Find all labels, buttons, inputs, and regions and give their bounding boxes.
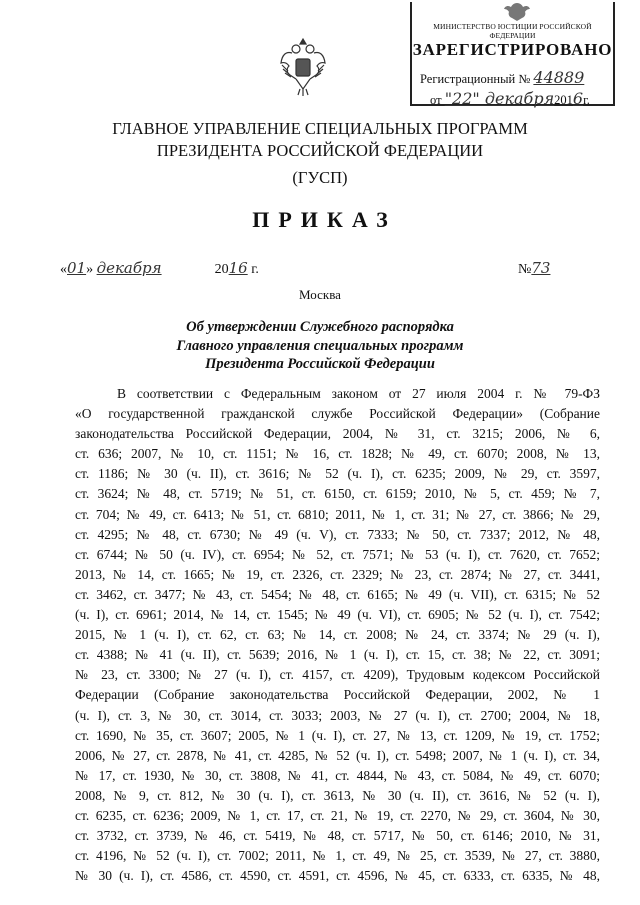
body-line: № 30 (ч. I), ст. 4586, ст. 4590, ст. 4591, ст. 4596, № 45, ст. 6333, ст. 6335, № 48, xyxy=(75,868,600,884)
stamp-date-year-hand: 6 xyxy=(572,89,584,108)
document-title-line1: Об утверждении Служебного распорядка xyxy=(186,319,454,335)
organization-name-line1: ГЛАВНОЕ УПРАВЛЕНИЕ СПЕЦИАЛЬНЫХ ПРОГРАММ xyxy=(112,119,528,138)
body-line: ст. 6235, ст. 6236; 2009, № 1, ст. 17, ст. 21, № 19, ст. 2270, № 29, ст. 3604, № 30, xyxy=(75,807,600,823)
order-month: декабря xyxy=(96,259,162,277)
order-number-value: 73 xyxy=(531,259,551,277)
stamp-date-year: 201 xyxy=(554,93,573,107)
registration-stamp xyxy=(410,2,615,106)
order-number-label: № xyxy=(518,262,532,277)
stamp-ministry-name: МИНИСТЕРСТВО ЮСТИЦИИ РОССИЙСКОЙ ФЕДЕРАЦИИ xyxy=(433,22,592,40)
body-line: законодательства Российской Федерации, 2004, № 31, ст. 3215; 2006, № 6, xyxy=(75,426,600,442)
order-year-suffix: г. xyxy=(251,262,259,277)
order-date xyxy=(60,259,259,278)
eagle-emblem-icon xyxy=(502,0,532,22)
order-date-mid: » xyxy=(86,262,94,277)
body-line: 2015, № 1 (ч. I), ст. 62, ст. 63; № 14, ст. 2008; № 24, ст. 3374; № 29 (ч. I), xyxy=(75,627,600,643)
document-type-heading: ПРИКАЗ xyxy=(252,207,397,232)
body-line: ст. 3624; № 48, ст. 5719; № 51, ст. 6150, ст. 6159; 2010, № 5, ст. 459; № 7, xyxy=(75,486,600,502)
body-line: В соответствии с Федеральным законом от 27 июля 2004 г. № 79-ФЗ xyxy=(117,386,600,401)
body-line: 2013, № 14, ст. 1665; № 19, ст. 2326, ст. 2329; № 23, ст. 2874; № 27, ст. 3441, xyxy=(75,566,600,582)
stamp-date-suffix: г. xyxy=(583,93,590,107)
document-title-line2: Главного управления специальных программ xyxy=(176,337,464,354)
order-year-prefix: 20 xyxy=(214,262,229,277)
stamp-reg-number: 44889 xyxy=(533,68,585,87)
city: Москва xyxy=(299,287,341,302)
organization-abbreviation: (ГУСП) xyxy=(292,168,348,187)
stamp-date-prefix: от xyxy=(430,93,442,107)
body-line: (ч. I), ст. 3, № 30, ст. 3014, ст. 3033; 2003, № 27 (ч. I), ст. 2700; 2004, № 18, xyxy=(75,707,600,723)
stamp-date-value: "22" декабря xyxy=(444,89,555,108)
body-line: ст. 636; 2007, № 10, ст. 1151; № 16, ст. 1828; № 49, ст. 6070; 2008, № 13, xyxy=(75,446,600,462)
body-line: № 17, ст. 1930, № 30, ст. 3808, № 41, ст. 4844, № 43, ст. 5084, № 49, ст. 6070; xyxy=(75,767,600,783)
order-number xyxy=(518,259,573,278)
body-line: «О государственной гражданской службе Российской Федерации» (Собрание xyxy=(75,406,600,422)
order-year: 16 xyxy=(228,259,248,277)
document-title-line3: Президента Российской Федерации xyxy=(205,356,435,372)
stamp-registered-label: ЗАРЕГИСТРИРОВАНО xyxy=(412,40,613,59)
coat-of-arms-icon xyxy=(278,35,328,99)
body-line: ст. 4196, № 52 (ч. I), ст. 7002; 2011, № 1, ст. 49, № 25, ст. 3539, № 27, ст. 3880, xyxy=(75,848,600,864)
stamp-registration-number-line xyxy=(420,68,584,87)
body-line: (ч. I), ст. 6961; 2014, № 14, ст. 1545; № 49 (ч. VI), ст. 6905; № 52 (ч. I), ст. 7542; xyxy=(75,607,600,623)
document-title xyxy=(0,318,640,374)
body-line: ст. 4388; № 41 (ч. II), ст. 5639; 2016, № 1 (ч. I), ст. 15, ст. 38; № 22, ст. 3091; xyxy=(75,647,600,663)
body-line: ст. 6744; № 50 (ч. IV), ст. 6954; № 52, ст. 7571; № 53 (ч. I), ст. 7620, ст. 7652; xyxy=(75,546,600,562)
organization-name xyxy=(0,118,640,162)
body-line: ст. 1690, № 35, ст. 3607; 2005, № 1 (ч. I), ст. 27, № 13, ст. 1209, № 19, ст. 1752; xyxy=(75,727,600,743)
body-line: ст. 4295; № 48, ст. 6730; № 49 (ч. V), ст. 7333; № 50, ст. 7337; 2012, № 48, xyxy=(75,526,600,542)
body-line: 2006, № 27, ст. 2878, № 41, ст. 4285, № 52 (ч. I), ст. 5498; 2007, № 1 (ч. I), ст. 34, xyxy=(75,747,600,763)
body-line: ст. 1186; № 30 (ч. II), ст. 3616; № 52 (ч. I), ст. 6235; 2009, № 29, ст. 3597, xyxy=(75,466,600,482)
body-line: ст. 3732, ст. 3739, № 46, ст. 5419, № 48, ст. 5717, № 50, ст. 6146; 2010, № 31, xyxy=(75,828,600,844)
body-line: 2008, № 9, ст. 812, № 30 (ч. I), ст. 3613, № 30 (ч. II), ст. 3616, № 52 (ч. I), xyxy=(75,787,600,803)
document-body xyxy=(75,384,600,886)
order-date-open: « xyxy=(60,262,67,277)
body-line: ст. 704; № 49, ст. 6413; № 51, ст. 6810; 2011, № 1, ст. 31; № 27, ст. 3866; № 29, xyxy=(75,506,600,522)
order-day: 01 xyxy=(67,259,87,277)
body-line: № 23, ст. 3300; № 27 (ч. I), ст. 4157, ст. 4209), Трудовым кодексом Российской xyxy=(75,667,600,683)
stamp-reg-label: Регистрационный № xyxy=(420,72,531,86)
organization-name-line2: ПРЕЗИДЕНТА РОССИЙСКОЙ ФЕДЕРАЦИИ xyxy=(156,141,484,160)
stamp-date-line xyxy=(430,89,590,108)
body-line: Федерации (Собрание законодательства Российской Федерации, 2002, № 1 xyxy=(75,687,600,703)
body-line: ст. 3462, ст. 3477; № 43, ст. 5454; № 48, ст. 6165; № 49 (ч. VII), ст. 6315; № 52 xyxy=(75,586,600,602)
